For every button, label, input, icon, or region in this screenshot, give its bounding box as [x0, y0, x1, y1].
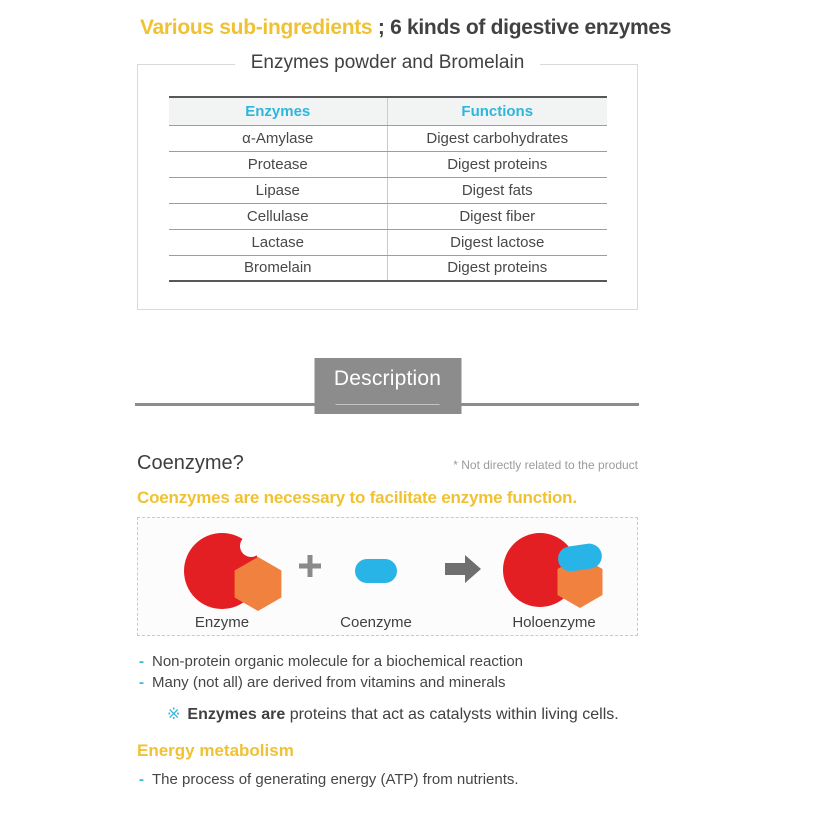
bullet-text: The process of generating energy (ATP) from nutrients. [152, 771, 519, 788]
table-row [169, 229, 607, 255]
bullet-dash: - [139, 674, 144, 691]
bullet-text: Non-protein organic molecule for a biochemical reaction [152, 653, 524, 670]
coenzyme-disclaimer: * Not directly related to the product [453, 458, 638, 472]
coenzyme-subtitle: Coenzymes are necessary to facilitate enzyme function. [137, 488, 577, 507]
enzyme-table [169, 96, 607, 282]
page-title [140, 16, 672, 40]
table-row [169, 255, 607, 281]
enzyme-cell: α-Amylase [169, 125, 388, 151]
holoenzyme-shape [503, 533, 603, 608]
description-section [137, 358, 638, 414]
energy-bullet [137, 769, 638, 790]
coenzyme-diagram-svg [138, 518, 637, 635]
enzyme-shape [184, 533, 281, 611]
page-content [137, 0, 672, 790]
description-label: Description [333, 367, 442, 390]
coenzyme-heading: Coenzyme? [137, 452, 244, 474]
coenzyme-header [137, 452, 638, 475]
page-title-rest: ; 6 kinds of digestive enzymes [372, 16, 672, 39]
table-header-row [169, 97, 607, 125]
bullet-text: Many (not all) are derived from vitamins and minerals [152, 674, 506, 691]
ingredient-box [137, 52, 638, 310]
ingredient-box-title: Enzymes powder and Bromelain [235, 52, 541, 74]
enzyme-cell: Bromelain [243, 259, 312, 277]
function-cell: Digest proteins [388, 255, 607, 281]
page-title-highlight: Various sub-ingredients [140, 16, 373, 39]
function-cell: Digest lactose [388, 229, 607, 255]
enzyme-cell: Cellulase [169, 203, 388, 229]
table-row [169, 151, 607, 177]
function-cell: Digest proteins [388, 151, 607, 177]
table-header-enzymes: Enzymes [169, 97, 388, 125]
diagram-label-holoenzyme: Holoenzyme [512, 614, 596, 631]
enzyme-cell: Lipase [169, 177, 388, 203]
table-header-functions: Functions [388, 97, 607, 125]
function-cell: Digest fats [388, 177, 607, 203]
diagram-label-coenzyme: Coenzyme [340, 614, 412, 631]
table-row [169, 177, 607, 203]
function-cell: Digest carbohydrates [388, 125, 607, 151]
function-cell: Digest fiber [388, 203, 607, 229]
enzyme-note-bold: Enzymes are [187, 706, 286, 723]
list-item [137, 651, 638, 672]
bullet-dash: - [139, 653, 144, 670]
coenzyme-diagram [137, 517, 638, 636]
table-row [169, 203, 607, 229]
bullet-dash: - [139, 771, 144, 788]
coenzyme-pill [355, 559, 397, 583]
coenzyme-bullet-list [137, 651, 638, 693]
table-row [169, 125, 607, 151]
reference-mark-icon: ※ [167, 706, 181, 723]
arrow-right-icon [445, 555, 481, 583]
enzyme-note [167, 704, 638, 724]
list-item [137, 672, 638, 693]
description-banner [314, 358, 461, 414]
energy-metabolism-heading: Energy metabolism [137, 741, 294, 760]
enzyme-note-rest: proteins that act as catalysts within living cells. [285, 706, 619, 723]
diagram-label-enzyme: Enzyme [194, 614, 250, 631]
description-underline [336, 404, 440, 405]
enzyme-cell: Protease [169, 151, 388, 177]
enzyme-cell: Lactase [169, 229, 388, 255]
plus-icon [299, 555, 321, 577]
